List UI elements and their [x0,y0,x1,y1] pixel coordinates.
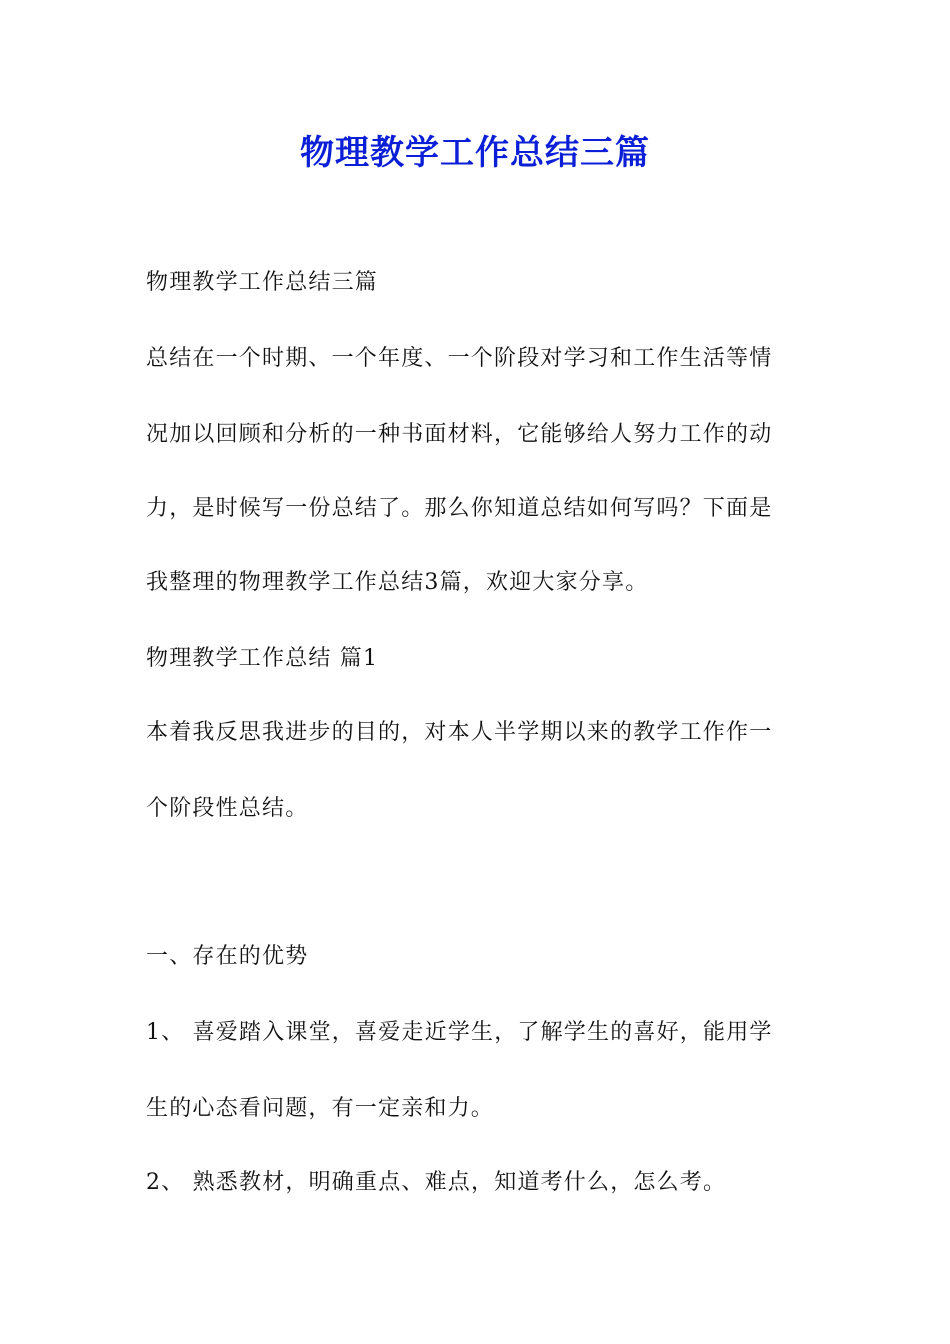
advantage-1-line-1: 1、 喜爱踏入课堂，喜爱走近学生，了解学生的喜好，能用学 [146,1020,773,1045]
advantage-1-line-2: 生的心态看问题，有一定亲和力。 [146,1096,495,1121]
intro-line-2: 况加以回顾和分析的一种书面材料，它能够给人努力工作的动 [146,422,773,447]
section-heading-advantages: 一、存在的优势 [146,944,309,969]
advantage-2-line-1: 2、 熟悉教材，明确重点、难点，知道考什么，怎么考。 [146,1170,727,1195]
intro-line-4: 我整理的物理教学工作总结3篇，欢迎大家分享。 [146,570,649,595]
document-title: 物理教学工作总结三篇 [300,133,650,173]
intro-line-1: 总结在一个时期、一个年度、一个阶段对学习和工作生活等情 [146,346,773,371]
intro-line-3: 力，是时候写一份总结了。那么你知道总结如何写吗？下面是 [146,496,773,521]
part1-line-1: 本着我反思我进步的目的，对本人半学期以来的教学工作作一 [146,720,773,745]
section-heading-part1: 物理教学工作总结 篇1 [146,646,379,671]
part1-line-2: 个阶段性总结。 [146,796,309,821]
subtitle-line: 物理教学工作总结三篇 [146,270,379,295]
